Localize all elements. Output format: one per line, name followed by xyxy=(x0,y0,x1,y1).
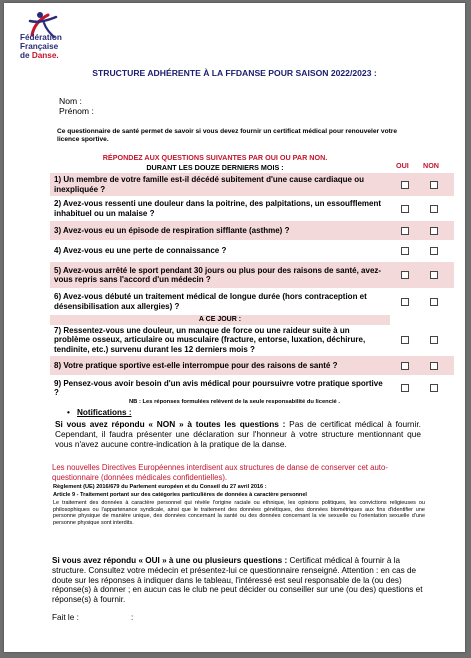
question-row xyxy=(50,241,454,262)
question-text: 6) Avez-vous débuté un traitement médical de longue durée (hors contraception et désensibilisation aux allergies) ? xyxy=(54,292,367,311)
oui-checkbox[interactable] xyxy=(401,205,409,213)
table-header xyxy=(50,151,454,173)
fait-le-field[interactable]: Fait le : xyxy=(52,613,79,622)
question-text: 4) Avez-vous eu une perte de connaissance ? xyxy=(54,246,227,256)
questions-table xyxy=(50,151,454,401)
question-text: 8) Votre pratique sportive est-elle interrompue pour des raisons de santé ? xyxy=(54,360,338,370)
non-checkbox[interactable] xyxy=(430,181,438,189)
oui-checkbox[interactable] xyxy=(401,384,409,392)
notification-non: Si vous avez répondu « NON » à toutes les questions : Pas de certificat médical à fournir. Cependant, il faudra présenter une déclaration sur l'honneur à votre structure mentionnant que vous n'avez aucune contre-indication à la pratique de la danse. xyxy=(55,419,421,450)
header-instruction: RÉPONDEZ AUX QUESTIONS SUIVANTES PAR OUI OU PAR NON. xyxy=(102,153,328,162)
question-text: 7) Ressentez-vous une douleur, un manque de force ou une raideur suite à un problème osseux, articulaire ou musculaire (fracture, entorse, luxation, déchirure, tendinite, etc.) survenu durant les 12 derniers mois ? xyxy=(54,326,366,354)
oui-checkbox[interactable] xyxy=(401,247,409,255)
eu-directive-note: Les nouvelles Directives Européennes interdisent aux structures de danse de conserver cet auto-questionnaire (données médicales confidentielles). xyxy=(52,463,388,482)
oui-checkbox[interactable] xyxy=(401,362,409,370)
oui-checkbox[interactable] xyxy=(401,298,409,306)
regulation-title: Règlement (UE) 2016/679 du Parlement européen et du Conseil du 27 avril 2016 : xyxy=(53,484,267,490)
non-checkbox[interactable] xyxy=(430,362,438,370)
oui-checkbox[interactable] xyxy=(401,271,409,279)
ffdanse-logo xyxy=(20,11,90,67)
regulation-article: Article 9 - Traitement portant sur des catégories particulières de données à caractère personnel xyxy=(53,492,307,498)
question-row xyxy=(50,289,454,315)
question-row xyxy=(50,356,454,376)
question-row xyxy=(50,197,454,221)
logo-text: Fédération Française de Danse. xyxy=(20,33,62,60)
non-checkbox[interactable] xyxy=(430,227,438,235)
question-row xyxy=(50,173,454,197)
signature-field[interactable]: : xyxy=(131,613,134,622)
oui-checkbox[interactable] xyxy=(401,336,409,344)
non-checkbox[interactable] xyxy=(430,298,438,306)
non-checkbox[interactable] xyxy=(430,384,438,392)
section-today: A CE JOUR : xyxy=(50,315,390,325)
non-checkbox[interactable] xyxy=(430,271,438,279)
question-row xyxy=(50,325,454,356)
question-text: 3) Avez-vous eu un épisode de respiration sifflante (asthme) ? xyxy=(54,225,290,235)
document-page xyxy=(4,3,465,652)
prenom-field[interactable]: Prénom : xyxy=(59,106,94,116)
question-row xyxy=(50,262,454,289)
notifications-title: • Notifications : xyxy=(77,408,132,417)
notification-oui: Si vous avez répondu « OUI » à une ou plusieurs questions : Certificat médical à fournir à la structure. Consultez votre médecin et présentez-lui ce questionnaire renseigné. Attention : en cas de doute sur les réponses à indiquer dans le tableau, l'intéressé est seul responsable de la (ou des) réponse(s) à donner ; en aucun cas le club ne peut décider ou conseiller sur une (ou des) questions et réponse(s) à fournir. xyxy=(52,556,423,605)
non-checkbox[interactable] xyxy=(430,205,438,213)
oui-checkbox[interactable] xyxy=(401,227,409,235)
nb-note: NB : Les réponses formulées relèvent de la seule responsabilité du licencié . xyxy=(128,399,341,405)
question-row xyxy=(50,221,454,241)
question-text: 2) Avez-vous ressenti une douleur dans la poitrine, des palpitations, un essoufflement inhabituel ou un malaise ? xyxy=(54,199,382,218)
question-text: 9) Pensez-vous avoir besoin d'un avis médical pour poursuivre votre pratique sportive ? xyxy=(54,378,383,397)
question-text: 5) Avez-vous arrêté le sport pendant 30 jours ou plus pour des raisons de santé, avez-vous repris sans l'accord d'un médecin ? xyxy=(54,265,382,284)
document-title: STRUCTURE ADHÉRENTE À LA FFDANSE POUR SAISON 2022/2023 : xyxy=(92,68,377,78)
header-period: DURANT LES DOUZE DERNIERS MOIS : xyxy=(146,163,284,172)
intro-text: Ce questionnaire de santé permet de savoir si vous devez fournir un certificat médical pour renouveler votre licence sportive. xyxy=(57,128,398,143)
oui-checkbox[interactable] xyxy=(401,181,409,189)
column-non: NON xyxy=(423,161,439,170)
nom-field[interactable]: Nom : xyxy=(59,96,82,106)
non-checkbox[interactable] xyxy=(430,247,438,255)
column-oui: OUI xyxy=(396,161,409,170)
regulation-text: Le traitement des données à caractère personnel qui révèle l'origine raciale ou ethnique, les opinions politiques, les convictions religieuses ou philosophiques ou l'appartenance syndicale, ainsi que le traitement des données génétiques, des données biométriques aux fins d'identifier une personne physique de manière unique, des données concernant la santé ou des données concernant la vie sexuelle ou l'orientation sexuelle d'une personne physique sont interdits. xyxy=(53,500,425,527)
question-row xyxy=(50,376,454,401)
question-text: 1) Un membre de votre famille est-il décédé subitement d'une cause cardiaque ou inexpliquée ? xyxy=(54,175,364,194)
non-checkbox[interactable] xyxy=(430,336,438,344)
